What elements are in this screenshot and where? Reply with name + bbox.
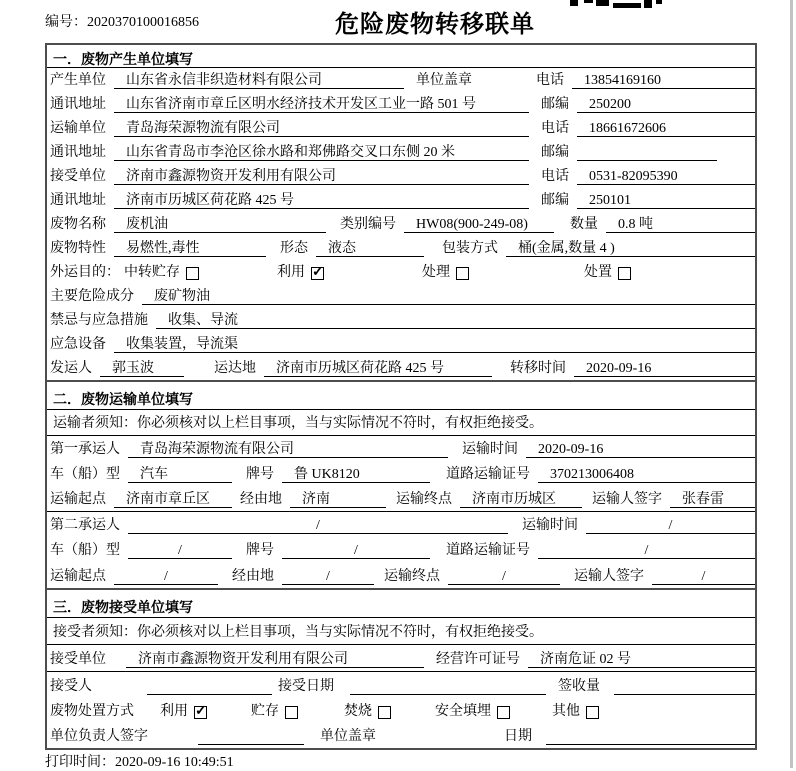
row-producer <box>47 68 755 92</box>
vehicle2-cert-label: 道路运输证号 <box>446 543 530 558</box>
row-waste-props <box>47 236 755 260</box>
route2-start-value: / <box>114 568 218 585</box>
dispatch-label: 发运人 <box>50 361 92 376</box>
disposal-option-store <box>251 703 298 720</box>
transport-notice-text: 运输者须知：你必须核对以上栏目事项，当与实际情况不符时，有权拒绝接受。 <box>53 416 543 431</box>
vehicle2-value: / <box>128 542 232 559</box>
vehicle1-plate-label: 牌号 <box>246 467 274 482</box>
vehicle2-plate-label: 牌号 <box>246 543 274 558</box>
receiver-label: 接受单位 <box>50 169 106 184</box>
receiver-value: 济南市鑫源物资开发利用有限公司 <box>114 168 529 185</box>
route1-sign-label: 运输人签字 <box>592 492 662 507</box>
dispatch-time-label: 转移时间 <box>510 361 566 376</box>
serial-value: 2020370100016856 <box>87 15 199 30</box>
row-accept-unit <box>47 645 755 672</box>
transporter-value: 青岛海荣源物流有限公司 <box>114 120 529 137</box>
acceptor-value <box>147 678 272 695</box>
disposal-option-other <box>552 703 599 720</box>
producer-zip-label: 邮编 <box>541 97 569 112</box>
route1-end-value: 济南市历城区 <box>460 491 582 508</box>
vehicle2-label: 车（船）型 <box>50 543 120 558</box>
accept-license-label: 经营许可证号 <box>436 652 520 667</box>
producer-seal-label: 单位盖章 <box>416 73 472 88</box>
purpose-option-treat-label: 处理 <box>422 265 450 280</box>
carrier2-time-label: 运输时间 <box>522 518 578 533</box>
print-time-value: 2020-09-16 10:49:51 <box>115 755 234 770</box>
row-accept-notice <box>47 618 755 645</box>
receiver-tel-label: 电话 <box>541 169 569 184</box>
row-taboo <box>47 308 755 332</box>
accept-unit-value: 济南市鑫源物资开发利用有限公司 <box>126 651 424 668</box>
disposal-option-use <box>160 703 207 720</box>
transporter-zip-value <box>577 144 717 161</box>
purpose-option-storage <box>124 264 199 281</box>
vehicle2-plate-value: / <box>282 542 430 559</box>
waste-form-value: 液态 <box>316 240 424 257</box>
sign-qty-value <box>614 678 755 695</box>
purpose-dispose-checkbox <box>618 267 631 280</box>
accept-notice-text: 接受者须知：你必须核对以上栏目事项，当与实际情况不符时，有权拒绝接受。 <box>53 625 543 640</box>
receiver-zip-label: 邮编 <box>541 193 569 208</box>
carrier1-label: 第一承运人 <box>50 442 120 457</box>
unit-seal-label: 单位盖章 <box>320 729 376 744</box>
taboo-label: 禁忌与应急措施 <box>50 313 148 328</box>
route2-sign-label: 运输人签字 <box>574 569 644 584</box>
row-vehicle2 <box>47 537 755 562</box>
receiver-zip-value: 250101 <box>577 192 755 209</box>
route2-end-value: / <box>448 568 560 585</box>
route1-label: 运输起点 <box>50 492 106 507</box>
transporter-label: 运输单位 <box>50 121 106 136</box>
waste-code-value: HW08(900-249-08) <box>404 216 554 233</box>
waste-code-label: 类别编号 <box>340 217 396 232</box>
disposal-landfill-checkbox <box>497 706 510 719</box>
route2-via-label: 经由地 <box>232 569 274 584</box>
purpose-label: 外运目的： <box>50 265 120 280</box>
equipment-label: 应急设备 <box>50 337 106 352</box>
page-title: 危险废物转移联单 <box>335 12 535 38</box>
print-time <box>45 751 234 771</box>
producer-zip-value: 250200 <box>577 96 755 113</box>
row-transporter-address <box>47 140 755 164</box>
producer-tel-label: 电话 <box>536 73 564 88</box>
disposal-label: 废物处置方式 <box>50 704 134 719</box>
sign-date-value <box>546 728 755 745</box>
route1-via-label: 经由地 <box>240 492 282 507</box>
row-receiver <box>47 164 755 188</box>
acceptor-label: 接受人 <box>50 679 92 694</box>
disposal-other-checkbox <box>586 706 599 719</box>
waste-form-label: 形态 <box>280 241 308 256</box>
purpose-option-dispose <box>584 264 631 281</box>
receiver-tel-value: 0531-82095390 <box>577 168 755 185</box>
route2-via-value: / <box>282 568 374 585</box>
route2-label: 运输起点 <box>50 569 106 584</box>
row-disposal <box>47 698 755 723</box>
row-transport-notice <box>47 410 755 436</box>
dispatch-dest-value: 济南市历城区荷花路 425 号 <box>264 360 492 377</box>
purpose-option-dispose-label: 处置 <box>584 265 612 280</box>
waste-pack-label: 包装方式 <box>442 241 498 256</box>
disposal-option-landfill <box>435 703 510 720</box>
dispatch-person-value: 郭玉波 <box>100 360 184 377</box>
transporter-zip-label: 邮编 <box>541 145 569 160</box>
row-receiver-address <box>47 188 755 212</box>
transfer-form <box>45 43 757 750</box>
carrier1-time-value: 2020-09-16 <box>526 441 755 458</box>
carrier1-value: 青岛海荣源物流有限公司 <box>128 441 448 458</box>
row-carrier2 <box>47 512 755 537</box>
section2-header: 二．废物运输单位填写 <box>47 380 755 410</box>
responsible-sign-value <box>198 728 304 745</box>
responsible-sign-label: 单位负责人签字 <box>50 729 148 744</box>
disposal-store-checkbox <box>285 706 298 719</box>
row-waste-name <box>47 212 755 236</box>
qr-code-icon <box>570 0 666 9</box>
transporter-addr-value: 山东省青岛市李沧区徐水路和郑佛路交叉口东侧 20 米 <box>114 144 529 161</box>
transporter-tel-label: 电话 <box>541 121 569 136</box>
producer-label: 产生单位 <box>50 73 106 88</box>
vehicle2-cert-value: / <box>538 542 755 559</box>
row-hazard <box>47 284 755 308</box>
carrier2-label: 第二承运人 <box>50 518 120 533</box>
purpose-use-checkbox <box>311 267 324 280</box>
row-carrier1 <box>47 436 755 461</box>
row-purpose <box>47 260 755 284</box>
equipment-value: 收集装置，导流渠 <box>114 336 755 353</box>
route1-end-label: 运输终点 <box>396 492 452 507</box>
serial-number <box>45 11 199 31</box>
disposal-other-label: 其他 <box>552 704 580 719</box>
waste-name-value: 废机油 <box>114 216 326 233</box>
disposal-store-label: 贮存 <box>251 704 279 719</box>
disposal-option-burn <box>344 703 391 720</box>
vehicle1-cert-label: 道路运输证号 <box>446 467 530 482</box>
route1-via-value: 济南 <box>290 491 386 508</box>
taboo-value: 收集、导流 <box>156 312 755 329</box>
vehicle1-plate-value: 鲁 UK8120 <box>282 466 430 483</box>
purpose-option-use-label: 利用 <box>277 265 305 280</box>
producer-tel-value: 13854169160 <box>572 72 755 89</box>
purpose-option-treat <box>422 264 469 281</box>
serial-label: 编号： <box>45 15 87 30</box>
row-vehicle1 <box>47 461 755 486</box>
vehicle1-cert-value: 370213006408 <box>538 466 755 483</box>
waste-props-label: 废物特性 <box>50 241 106 256</box>
sign-qty-label: 签收量 <box>558 679 600 694</box>
row-route1 <box>47 486 755 512</box>
hazard-value: 废矿物油 <box>142 288 755 305</box>
vehicle1-label: 车（船）型 <box>50 467 120 482</box>
row-equipment <box>47 332 755 356</box>
producer-addr-value: 山东省济南市章丘区明水经济技术开发区工业一路 501 号 <box>114 96 529 113</box>
route2-sign-value: / <box>652 568 755 585</box>
dispatch-dest-label: 运达地 <box>214 361 256 376</box>
accept-license-value: 济南危证 02 号 <box>528 651 755 668</box>
transporter-tel-value: 18661672606 <box>577 120 755 137</box>
waste-qty-label: 数量 <box>570 217 598 232</box>
disposal-landfill-label: 安全填埋 <box>435 704 491 719</box>
dispatch-time-value: 2020-09-16 <box>574 360 755 377</box>
vehicle1-value: 汽车 <box>128 466 232 483</box>
receiver-addr-label: 通讯地址 <box>50 193 106 208</box>
hazard-label: 主要危险成分 <box>50 289 134 304</box>
section1-header: 一．废物产生单位填写 <box>47 45 755 68</box>
purpose-option-use <box>277 264 324 281</box>
disposal-use-checkbox <box>194 706 207 719</box>
carrier2-time-value: / <box>586 517 755 534</box>
row-responsible-sign <box>47 723 755 748</box>
route1-start-value: 济南市章丘区 <box>114 491 232 508</box>
transporter-addr-label: 通讯地址 <box>50 145 106 160</box>
disposal-burn-checkbox <box>378 706 391 719</box>
accept-date-value <box>350 678 546 695</box>
row-acceptor <box>47 672 755 698</box>
waste-pack-value: 桶(金属,数量 4 ) <box>506 240 755 257</box>
waste-name-label: 废物名称 <box>50 217 106 232</box>
row-transporter <box>47 116 755 140</box>
sign-date-label: 日期 <box>504 729 532 744</box>
purpose-storage-checkbox <box>186 267 199 280</box>
accept-unit-label: 接受单位 <box>50 652 106 667</box>
producer-value: 山东省永信非织造材料有限公司 <box>114 72 404 89</box>
receiver-addr-value: 济南市历城区荷花路 425 号 <box>114 192 529 209</box>
purpose-treat-checkbox <box>456 267 469 280</box>
route1-sign-value: 张春雷 <box>670 491 755 508</box>
section3-header: 三．废物接受单位填写 <box>47 588 755 618</box>
disposal-use-label: 利用 <box>160 704 188 719</box>
waste-props-value: 易燃性,毒性 <box>114 240 266 257</box>
row-route2 <box>47 562 755 588</box>
print-time-label: 打印时间： <box>45 755 115 770</box>
purpose-option-storage-label: 中转贮存 <box>124 265 180 280</box>
producer-addr-label: 通讯地址 <box>50 97 106 112</box>
accept-date-label: 接受日期 <box>278 679 334 694</box>
row-dispatch <box>47 356 755 380</box>
route2-end-label: 运输终点 <box>384 569 440 584</box>
row-producer-address <box>47 92 755 116</box>
carrier1-time-label: 运输时间 <box>462 442 518 457</box>
carrier2-value: / <box>128 517 508 534</box>
disposal-burn-label: 焚烧 <box>344 704 372 719</box>
page-right-edge <box>790 0 793 768</box>
waste-qty-value: 0.8 吨 <box>606 216 755 233</box>
